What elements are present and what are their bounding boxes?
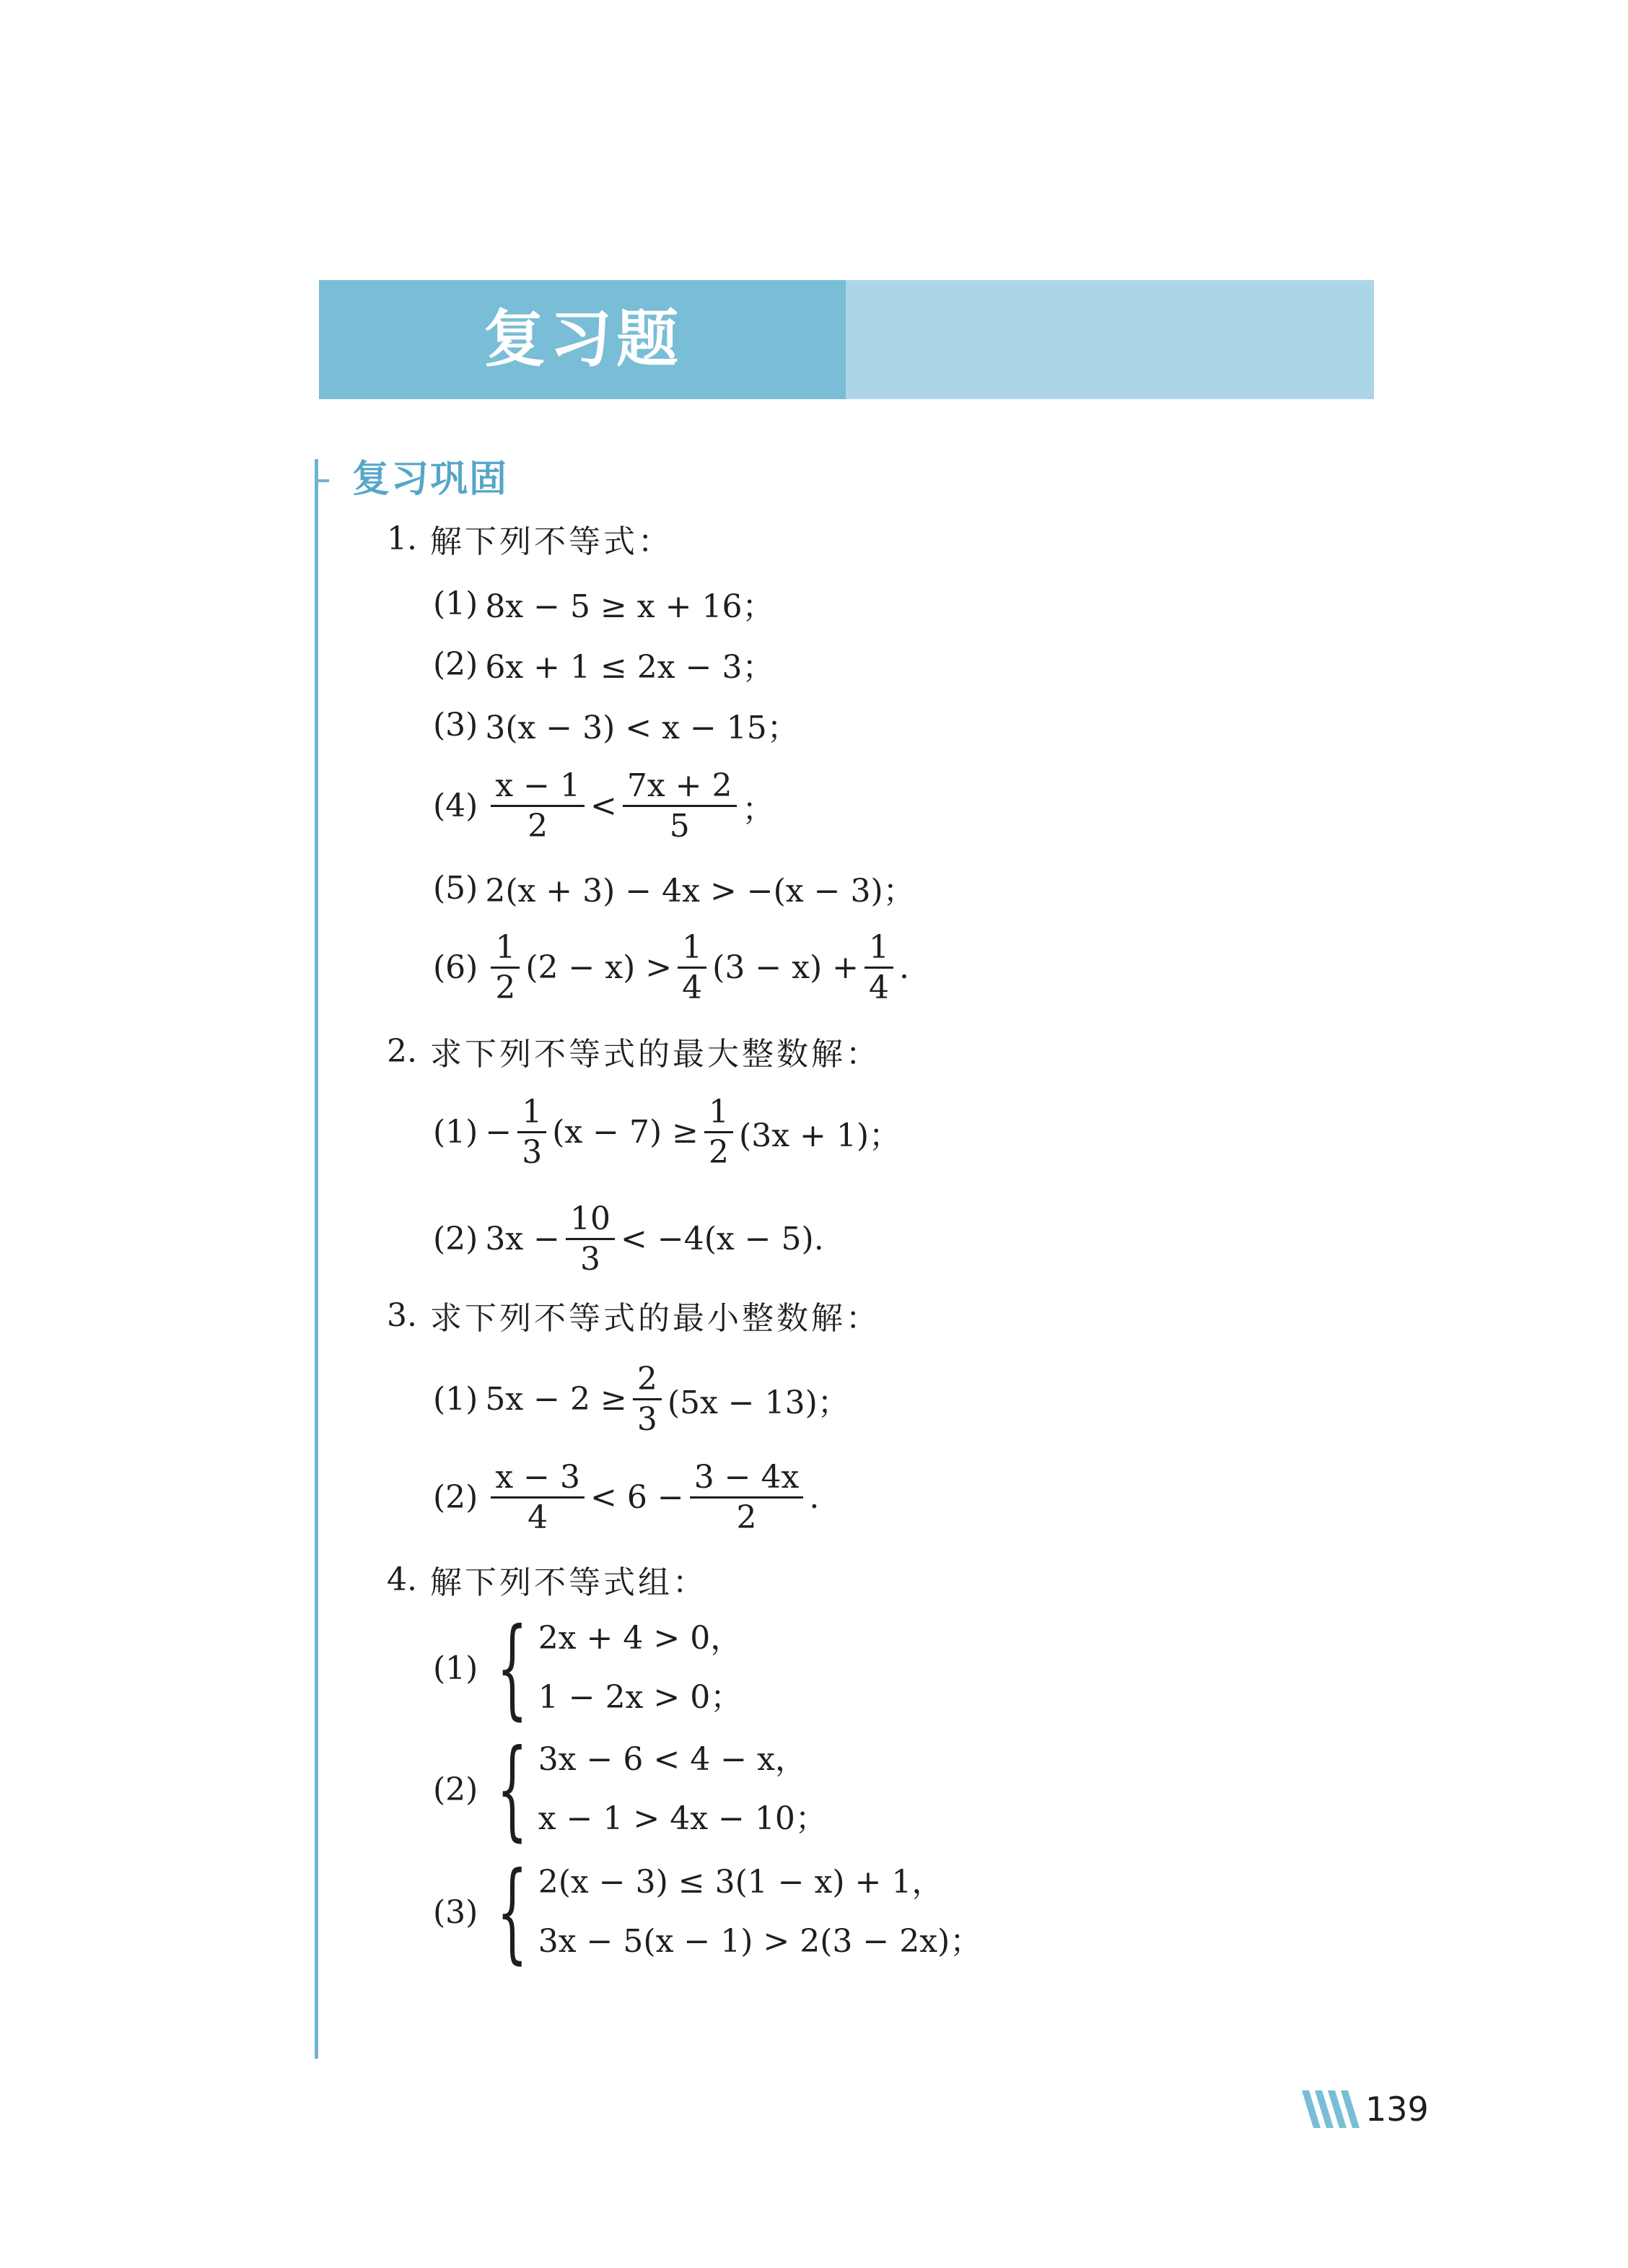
problem-4-3 [433,1849,982,1975]
system-lines [538,1735,827,1844]
denominator: 2 [528,808,548,845]
numerator: x − 1 [491,768,585,807]
problem-label: (2) [433,645,478,683]
question-text: 求下列不等式的最小整数解： [429,1300,880,1337]
question-1 [387,515,673,562]
problem-1-5 [433,865,915,911]
question-text: 解下列不等式组： [429,1564,707,1601]
numerator: 10 [566,1201,615,1240]
numerator: 3 − 4x [690,1460,804,1499]
problem-1-1 [433,580,774,627]
page-title: 复习题 [483,303,683,375]
problem-label: (4) [433,788,478,825]
denominator: 3 [636,1401,657,1439]
denominator: 5 [669,808,690,845]
expression: (2 − x) > [525,949,673,987]
expression: (3x + 1)； [739,1117,901,1154]
section-title: 复习巩固 [352,458,509,501]
problem-4-2 [433,1727,827,1852]
problem-label: (1) [433,1649,478,1687]
problem-label: (1) [433,1114,478,1151]
numerator: 7x + 2 [623,768,737,807]
section-rule-tick [315,479,329,482]
problem-label: (1) [433,1381,478,1418]
denominator: 3 [522,1134,543,1172]
problem-1-2 [433,641,774,687]
system-line: 2x + 4 > 0， [538,1620,743,1657]
system-line: 1 − 2x > 0； [538,1678,743,1716]
expression: ； [742,790,774,828]
expression: 5x − 2 ≥ [485,1381,627,1418]
numerator: x − 3 [491,1460,585,1499]
expression: (3 − x) + [712,949,859,987]
inequality-system [485,1605,743,1731]
numerator: 1 [517,1094,546,1133]
question-text: 解下列不等式： [429,523,673,560]
title-banner-left [319,280,846,399]
expression: (5x − 13)； [667,1384,849,1421]
problem-label: (2) [433,1771,478,1808]
fraction [704,1094,733,1171]
numerator: 2 [633,1361,662,1400]
question-number: 3. [387,1296,417,1334]
fraction [491,768,585,845]
numerator: 1 [491,930,520,969]
expression: 3x − [485,1221,560,1258]
question-number: 2. [387,1032,417,1070]
numerator: 1 [865,930,893,969]
title-banner [319,280,1374,399]
left-brace: { [496,1605,528,1731]
system-line: 2(x − 3) ≤ 3(1 − x) + 1， [538,1864,944,1901]
expression: . [899,949,910,987]
expression: < 6 − [590,1479,684,1517]
expression: . [809,1479,820,1517]
left-brace: { [496,1727,528,1852]
problem-3-1 [433,1361,849,1438]
section-rule [315,459,318,2059]
fraction [633,1361,662,1438]
problem-label: (6) [433,949,478,987]
expression: 6x + 1 ≤ 2x − 3； [485,649,774,686]
fraction [491,930,520,1006]
page-stripes-icon [1302,2090,1362,2128]
fraction [690,1460,804,1536]
problem-1-4 [433,768,774,845]
question-2 [387,1028,880,1074]
denominator: 3 [580,1241,600,1278]
fraction [517,1094,546,1171]
denominator: 4 [528,1499,548,1537]
question-number: 1. [387,520,417,557]
expression: − [485,1114,512,1151]
system-lines [538,1858,981,1966]
problem-label: (3) [433,1893,478,1931]
expression: < [590,788,617,825]
problem-4-1 [433,1605,743,1731]
problem-label: (2) [433,1221,478,1258]
problem-1-3 [433,702,799,748]
problem-label: (3) [433,706,478,743]
left-brace: { [496,1849,528,1975]
fraction [678,930,706,1006]
numerator: 1 [678,930,706,969]
fraction [491,1460,585,1536]
question-3 [387,1292,880,1338]
problem-2-1 [433,1094,901,1171]
expression: (x − 7) ≥ [552,1114,699,1151]
fraction [566,1201,615,1278]
numerator: 1 [704,1094,733,1133]
denominator: 2 [709,1134,730,1172]
expression: 3(x − 3) < x − 15； [485,710,799,746]
problem-label: (5) [433,869,478,907]
fraction [865,930,893,1006]
denominator: 4 [682,969,703,1007]
page-number: 139 [1365,2090,1429,2129]
problem-3-2 [433,1460,819,1536]
denominator: 2 [495,969,516,1007]
problem-label: (1) [433,585,478,622]
inequality-system [485,1727,827,1852]
system-line: x − 1 > 4x − 10； [538,1800,827,1837]
system-lines [538,1614,742,1722]
denominator: 2 [736,1499,757,1537]
expression: < −4(x − 5). [621,1221,824,1258]
problem-2-2 [433,1201,824,1278]
problem-label: (2) [433,1479,478,1517]
question-4 [387,1556,707,1602]
question-text: 求下列不等式的最大整数解： [429,1036,880,1073]
system-line: 3x − 5(x − 1) > 2(3 − 2x)； [538,1922,982,1960]
fraction [623,768,737,845]
expression: 2(x + 3) − 4x > −(x − 3)； [485,873,915,910]
expression: 8x − 5 ≥ x + 16； [485,588,774,625]
inequality-system [485,1849,982,1975]
question-number: 4. [387,1561,417,1598]
system-line: 3x − 6 < 4 − x， [538,1741,807,1778]
denominator: 4 [869,969,890,1007]
problem-1-6 [433,930,909,1006]
